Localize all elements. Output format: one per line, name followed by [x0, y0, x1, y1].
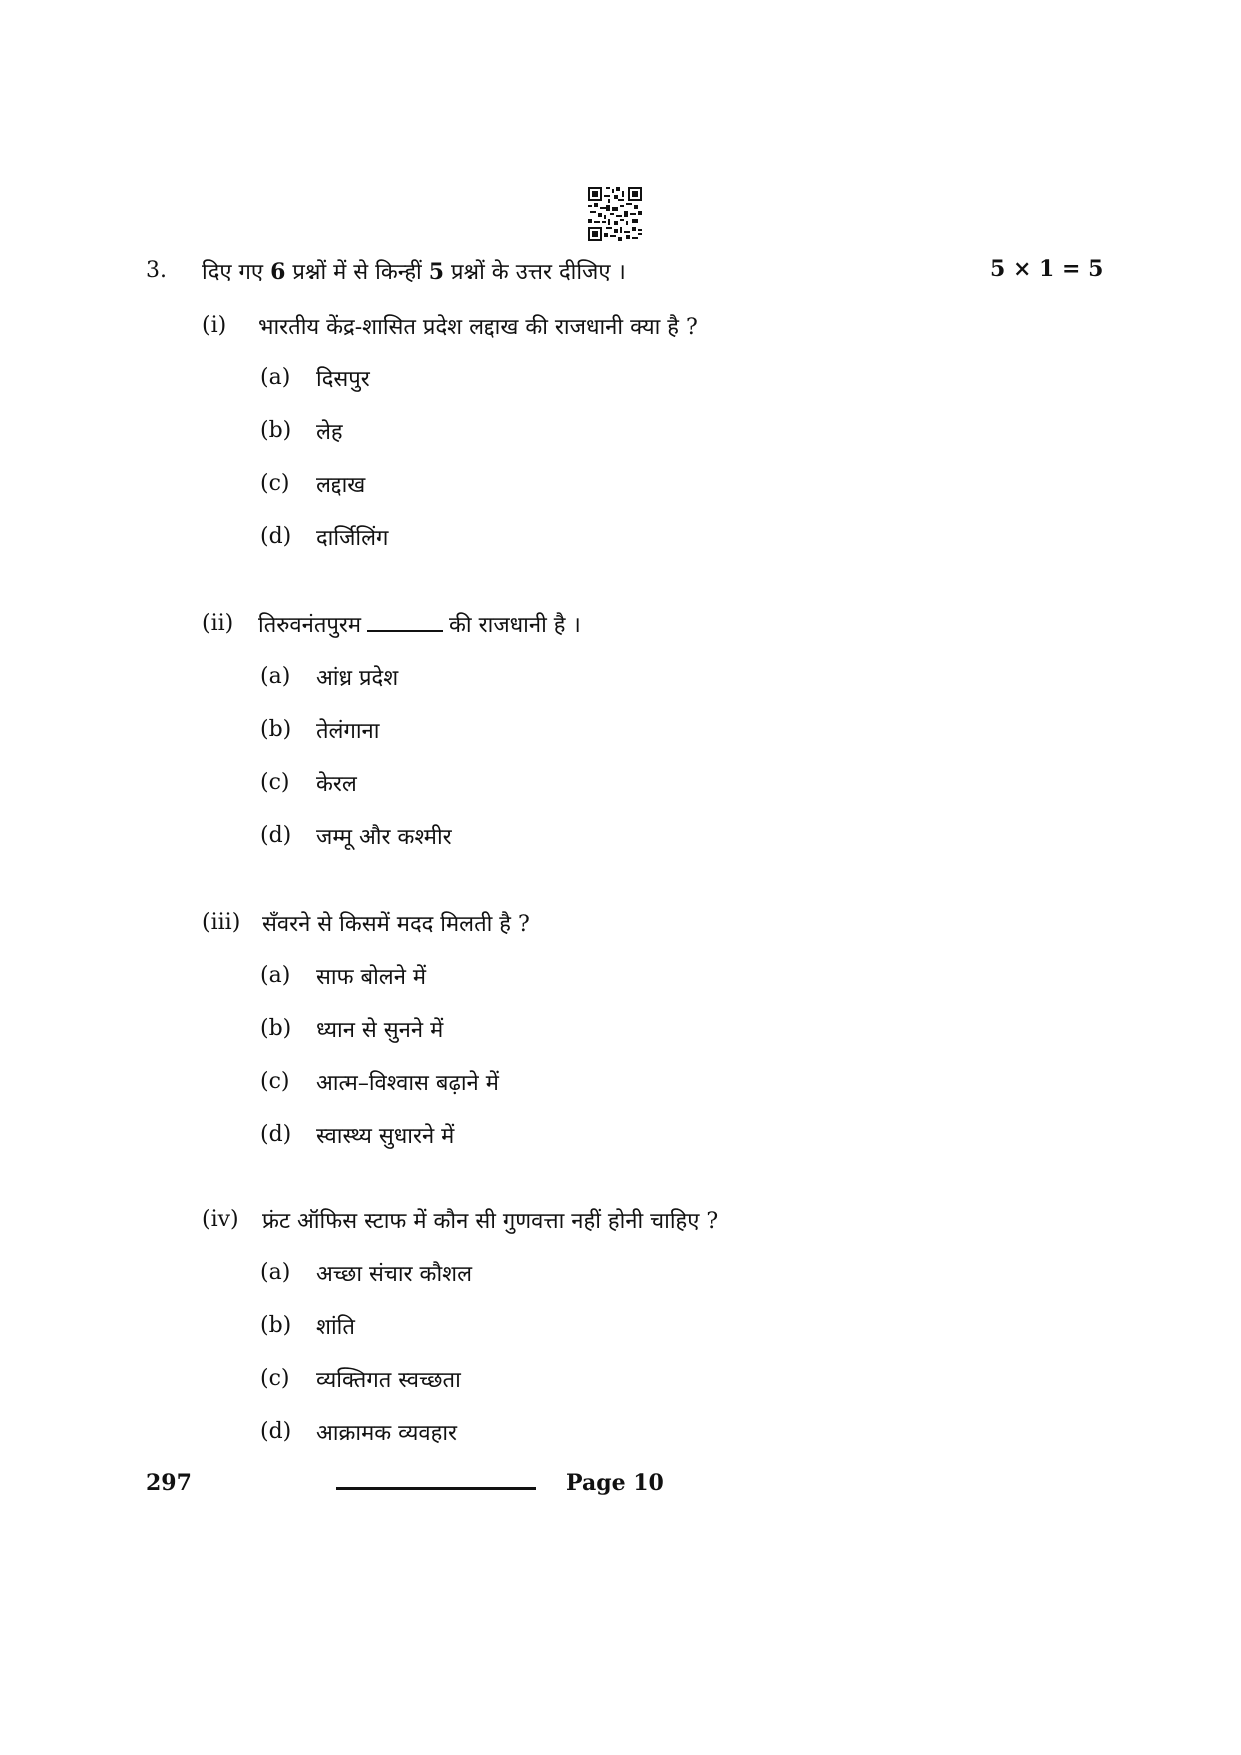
- option-label: (c): [260, 1069, 290, 1094]
- option-label: (a): [260, 365, 291, 390]
- option-text: साफ बोलने में: [316, 965, 427, 990]
- option-text: आंध्र प्रदेश: [316, 666, 399, 691]
- option-text: दिसपुर: [316, 367, 370, 392]
- option-text: स्वास्थ्य सुधारने में: [316, 1124, 455, 1149]
- option-label: (d): [260, 524, 292, 549]
- fill-in-blank: [367, 612, 443, 632]
- option-text: तेलंगाना: [316, 719, 380, 744]
- marks-scheme: 5 × 1 = 5: [990, 256, 1104, 282]
- option-text: ध्यान से सुनने में: [316, 1018, 444, 1043]
- paper-code: 297: [146, 1470, 192, 1496]
- option-label: (c): [260, 1366, 290, 1391]
- option-label: (d): [260, 823, 292, 848]
- option-label: (d): [260, 1419, 292, 1444]
- option-text: केरल: [316, 772, 357, 797]
- option-label: (b): [260, 418, 292, 443]
- option-label: (c): [260, 471, 290, 496]
- footer-divider: [336, 1487, 536, 1490]
- option-label: (c): [260, 770, 290, 795]
- subquestion-label: (ii): [202, 611, 234, 636]
- option-label: (a): [260, 963, 291, 988]
- option-text: शांति: [316, 1315, 355, 1340]
- subquestion-text: फ्रंट ऑफिस स्टाफ में कौन सी गुणवत्ता नहीं होनी चाहिए ?: [262, 1209, 719, 1234]
- option-text: लेह: [316, 420, 343, 445]
- option-label: (a): [260, 1260, 291, 1285]
- qr-code: [588, 187, 642, 241]
- option-label: (d): [260, 1122, 292, 1147]
- page-number: Page 10: [566, 1470, 664, 1496]
- option-label: (b): [260, 717, 292, 742]
- option-text: आत्म–विश्वास बढ़ाने में: [316, 1071, 499, 1096]
- option-label: (b): [260, 1313, 292, 1338]
- option-text: अच्छा संचार कौशल: [316, 1262, 473, 1287]
- subquestion-label: (iv): [202, 1207, 239, 1232]
- option-text: व्यक्तिगत स्वच्छता: [316, 1368, 461, 1393]
- option-text: जम्मू और कश्मीर: [316, 825, 452, 850]
- subquestion-label: (i): [202, 313, 227, 338]
- subquestion-text: सँवरने से किसमें मदद मिलती है ?: [262, 912, 530, 937]
- option-label: (b): [260, 1016, 292, 1041]
- subquestion-label: (iii): [202, 910, 241, 935]
- question-instruction: दिए गए 6 प्रश्नों में से किन्हीं 5 प्रश्नों के उत्तर दीजिए ।: [202, 259, 626, 285]
- option-text: दार्जिलिंग: [316, 526, 389, 551]
- option-text: लद्दाख: [316, 473, 366, 498]
- subquestion-text: भारतीय केंद्र-शासित प्रदेश लद्दाख की राजधानी क्या है ?: [258, 315, 698, 340]
- subquestion-text: तिरुवनंतपुरम की राजधानी है ।: [258, 613, 581, 638]
- option-label: (a): [260, 664, 291, 689]
- option-text: आक्रामक व्यवहार: [316, 1421, 458, 1446]
- question-number: 3.: [146, 258, 167, 283]
